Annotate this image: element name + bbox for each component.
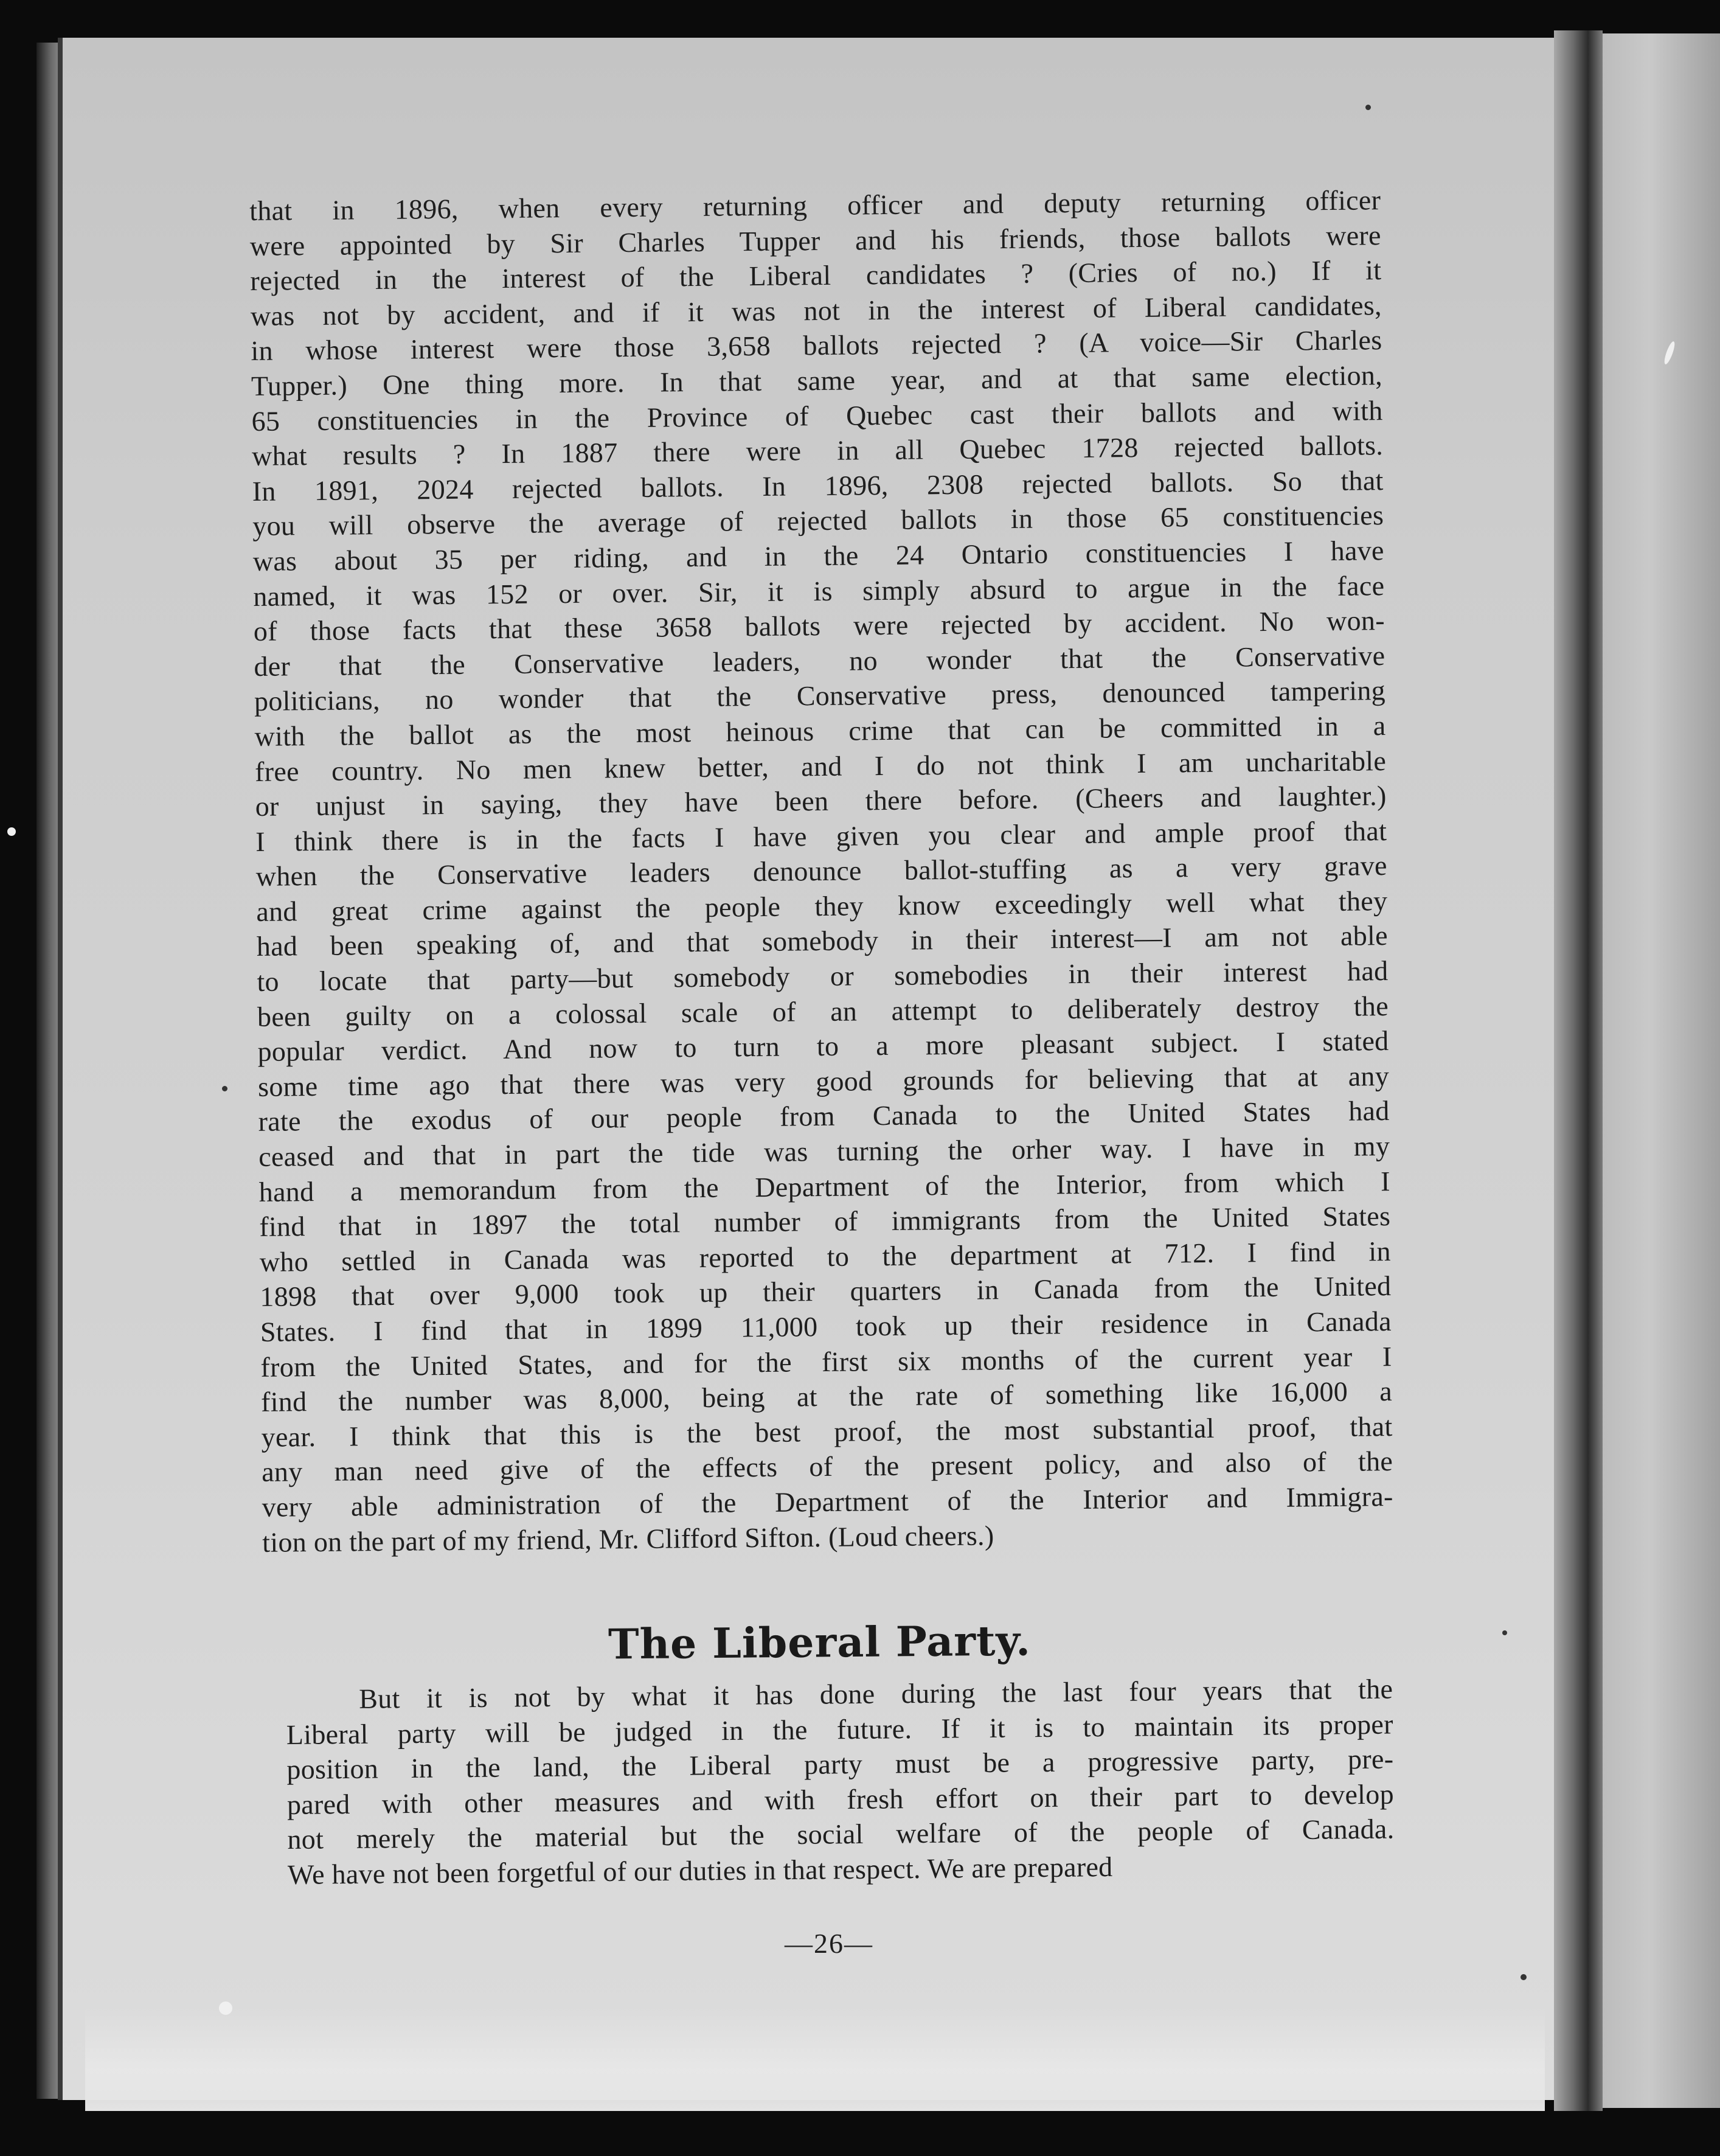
- body-text-line: free country. No men knew better, and I do not think I am uncharitable: [254, 745, 1387, 787]
- body-text-line: der that the Conservative leaders, no wonder that the Conservative: [254, 639, 1385, 682]
- body-text-line: and great crime against the people they know exceedingly well what they: [256, 885, 1388, 927]
- body-text-line: named, it was 152 or over. Sir, it is simply absurd to argue in the face: [253, 569, 1385, 612]
- scan-speck: [222, 1086, 227, 1091]
- page-number: —26—: [785, 1928, 873, 1959]
- section-text-line: Liberal party will be judged in the future. If it is to maintain its proper: [286, 1708, 1393, 1750]
- body-text-line: popular verdict. And now to turn to a more pleasant subject. I stated: [257, 1025, 1389, 1068]
- body-text-line: when the Conservative leaders denounce ballot-stuffing as a very grave: [255, 850, 1387, 892]
- body-text-line: been guilty on a colossal scale of an attempt to deliberately destroy the: [257, 990, 1389, 1032]
- section-text-line: But it is not by what it has done during the last four years that the: [359, 1673, 1393, 1714]
- section-paragraph: [286, 1672, 1395, 1893]
- page-bottom-curl: [85, 2008, 1545, 2111]
- section-text-line: We have not been forgetful of our duties in that respect. We are prepared: [287, 1851, 1113, 1890]
- body-text-line: in whose interest were those 3,658 ballots rejected ? (A voice—Sir Charles: [251, 324, 1382, 367]
- body-text-line: 1898 that over 9,000 took up their quarters in Canada from the United: [260, 1270, 1392, 1313]
- body-text-line: find that in 1897 the total number of immigrants from the United States: [259, 1200, 1391, 1243]
- body-text-line: were appointed by Sir Charles Tupper and his friends, those ballots were: [249, 219, 1381, 262]
- scan-speck: [1365, 105, 1371, 110]
- body-text-line: that in 1896, when every returning officer and deputy returning officer: [249, 184, 1381, 226]
- body-text: [249, 183, 1393, 1560]
- page-edge-shadow: [36, 43, 61, 2099]
- body-text-line: to locate that party—but somebody or somebodies in their interest had: [257, 955, 1389, 998]
- section-text-line: not merely the material but the social welfare of the people of Canada.: [287, 1813, 1395, 1855]
- body-text-line: who settled in Canada was reported to the department at 712. I find in: [259, 1235, 1392, 1278]
- body-text-line: some time ago that there was very good grounds for believing that at any: [257, 1060, 1390, 1102]
- body-text-line: was not by accident, and if it was not in the interest of Liberal candidates,: [250, 289, 1382, 332]
- body-text-line: 65 constituencies in the Province of Quebec cast their ballots and with: [251, 394, 1383, 437]
- body-text-line: politicians, no wonder that the Conservative press, denounced tampering: [254, 675, 1386, 717]
- section-text-line: position in the land, the Liberal party must be a progressive party, pre-: [286, 1743, 1394, 1786]
- scan-speck: [1521, 1974, 1527, 1980]
- body-text-line: very able administration of the Department of the Interior and Immigra-: [262, 1481, 1393, 1523]
- body-text-line: rejected in the interest of the Liberal candidates ? (Cries of no.) If it: [250, 254, 1382, 297]
- section-text-line: pared with other measures and with fresh effort on their part to develop: [286, 1778, 1395, 1820]
- scan-speck: [1502, 1630, 1507, 1635]
- body-text-line: year. I think that this is the best proof, the most substantial proof, that: [261, 1410, 1393, 1453]
- body-text-line: rate the exodus of our people from Canada to the United States had: [258, 1095, 1390, 1138]
- book-gutter: [1554, 30, 1603, 2111]
- body-text-line: States. I find that in 1899 11,000 took up their residence in Canada: [260, 1306, 1392, 1348]
- body-text-line: In 1891, 2024 rejected ballots. In 1896, 2308 rejected ballots. So that: [252, 464, 1384, 507]
- body-text-line: had been speaking of, and that somebody in their interest—I am not able: [256, 920, 1389, 962]
- body-text-line: from the United States, and for the first six months of the current year I: [260, 1340, 1392, 1383]
- scan-speck: [219, 2001, 232, 2015]
- body-text-line: you will observe the average of rejected ballots in those 65 constituencies: [252, 499, 1384, 542]
- body-text-line: ceased and that in part the tide was turning the orher way. I have in my: [258, 1130, 1390, 1172]
- body-text-line: I think there is in the facts I have given you clear and ample proof that: [255, 815, 1387, 857]
- body-text-line: of those facts that these 3658 ballots were rejected by accident. No won-: [253, 605, 1385, 647]
- body-text-line: any man need give of the effects of the present policy, and also of the: [261, 1445, 1393, 1488]
- body-text-line: tion on the part of my friend, Mr. Clifford Sifton. (Loud cheers.): [262, 1519, 994, 1558]
- body-text-line: find the number was 8,000, being at the rate of something like 16,000 a: [260, 1375, 1393, 1418]
- body-text-line: Tupper.) One thing more. In that same year, and at that same election,: [251, 360, 1383, 402]
- body-text-line: what results ? In 1887 there were in all Quebec 1728 rejected ballots.: [251, 429, 1384, 472]
- body-text-line: was about 35 per riding, and in the 24 Ontario constituencies I have: [252, 535, 1384, 577]
- scan-speck: [7, 827, 16, 836]
- body-text-line: or unjust in saying, they have been there before. (Cheers and laughter.): [255, 780, 1387, 822]
- facing-page-edge: [1603, 33, 1720, 2108]
- body-text-line: hand a memorandum from the Department of the Interior, from which I: [258, 1165, 1390, 1208]
- section-heading: The Liberal Party.: [608, 1616, 1032, 1669]
- body-text-line: with the ballot as the most heinous crime that can be committed in a: [254, 710, 1386, 752]
